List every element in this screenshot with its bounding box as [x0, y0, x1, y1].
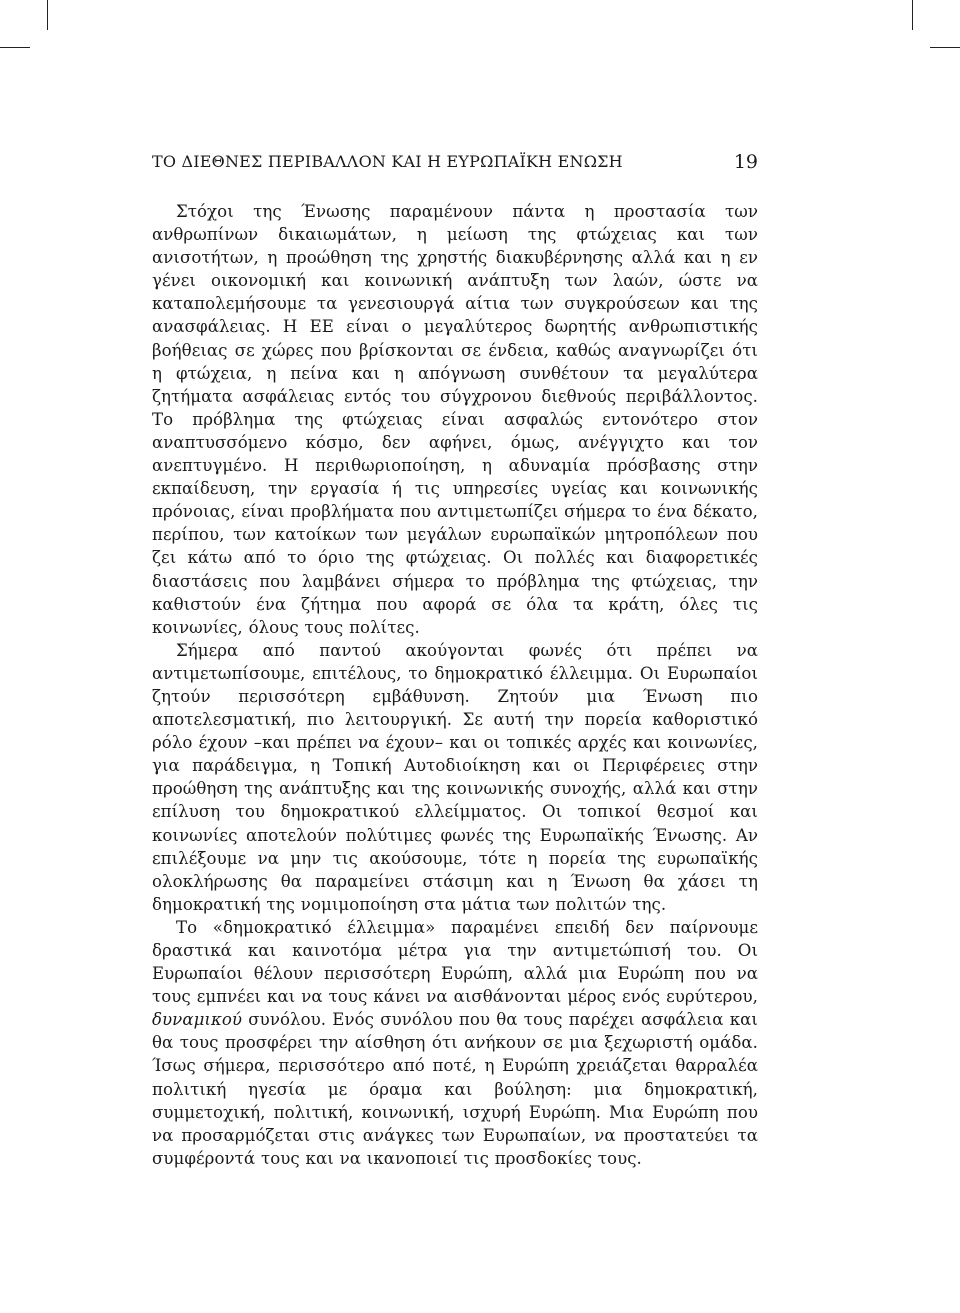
- paragraph-text: συνόλου. Ενός συνόλου που θα τους παρέχει ασφάλεια και θα τους προσφέρει την αίσθηση ότι ανήκουν σε μια ξεχωριστή ομάδα. Ίσως σήμερα, περισσότερο από ποτέ, η Ευρώπη χρειάζεται θαρραλέα πολιτική ηγεσία με όραμα και βούληση: μια δημοκρατική, συμμετοχική, πολιτική, κοινωνική, ισχυρή Ευρώπη. Μια Ευρώπη που να προσαρμόζεται στις ανάγκες των Ευρωπαίων, να προστατεύει τα συμφέροντά τους και να ικανοποιεί τις προσδοκίες τους.: [152, 1010, 758, 1168]
- paragraph: [152, 916, 758, 1170]
- running-head: ΤΟ ΔΙΕΘΝΕΣ ΠΕΡΙΒΑΛΛΟΝ ΚΑΙ Η ΕΥΡΩΠΑΪΚΗ ΕΝΩΣΗ: [152, 152, 623, 171]
- page-number: 19: [733, 151, 758, 173]
- emphasis-text: δυναμικού: [152, 1010, 243, 1030]
- crop-mark: [47, 0, 48, 30]
- paragraph: Σήμερα από παντού ακούγονται φωνές ότι πρέπει να αντιμετωπίσουμε, επιτέλους, το δημοκρατικό έλλειμμα. Οι Ευρωπαίοι ζητούν περισσότερη εμβάθυνση. Ζητούν μια Ένωση πιο αποτελεσματική, πιο λειτουργική. Σε αυτή την πορεία καθοριστικό ρόλο έχουν –και πρέπει να έχουν– και οι τοπικές αρχές και κοινωνίες, για παράδειγμα, η Τοπική Αυτοδιοίκηση και οι Περιφέρειες στην προώθηση της ανάπτυξης και της κοινωνικής συνοχής, αλλά και στην επίλυση του δημοκρατικού ελλείμματος. Οι τοπικοί θεσμοί και κοινωνίες αποτελούν πολύτιμες φωνές της Ευρωπαϊκής Ένωσης. Αν επιλέξουμε να μην τις ακούσουμε, τότε η πορεία της ευρωπαϊκής ολοκλήρωσης θα παραμείνει στάσιμη και η Ένωση θα χάσει τη δημοκρατική της νομιμοποίηση στα μάτια των πολιτών της.: [152, 640, 758, 914]
- crop-mark: [912, 0, 913, 30]
- page-header: [152, 152, 758, 178]
- body-text: [152, 200, 758, 1170]
- paragraph: Στόχοι της Ένωσης παραμένουν πάντα η προστασία των ανθρωπίνων δικαιωμάτων, η μείωση της φτώχειας και των ανισοτήτων, η προώθηση της χρηστής διακυβέρνησης αλλά και η εν γένει οικονομική και κοινωνική ανάπτυξη των λαών, ώστε να καταπολεμήσουμε τα γενεσιουργά αίτια των συγκρούσεων και της ανασφάλειας. Η ΕΕ είναι ο μεγαλύτερος δωρητής ανθρωπιστικής βοήθειας σε χώρες που βρίσκονται σε ένδεια, καθώς αναγνωρίζει ότι η φτώχεια, η πείνα και η απόγνωση συνθέτουν τα μεγαλύτερα ζητήματα ασφάλειας εντός του σύγχρονου διεθνούς περιβάλλοντος. Το πρόβλημα της φτώχειας είναι ασφαλώς εντονότερο στον αναπτυσσόμενο κόσμο, δεν αφήνει, όμως, ανέγγιχτο και τον ανεπτυγμένο. Η περιθωριοποίηση, η αδυναμία πρόσβασης στην εκπαίδευση, την εργασία ή τις υπηρεσίες υγείας και κοινωνικής πρόνοιας, είναι προβλήματα που αντιμετωπίζει σήμερα το ένα δέκατο, περίπου, των κατοίκων των μεγάλων ευρωπαϊκών μητροπόλεων που ζει κάτω από το όριο της φτώχειας. Οι πολλές και διαφορετικές διαστάσεις που λαμβάνει σήμερα το πρόβλημα της φτώχειας, την καθιστούν ένα ζήτημα που αφορά σε όλα τα κράτη, όλες τις κοινωνίες, όλους τους πολίτες.: [152, 202, 758, 637]
- crop-mark: [0, 47, 30, 48]
- crop-mark: [930, 47, 960, 48]
- paragraph-text: Το «δημοκρατικό έλλειμμα» παραμένει επειδή δεν παίρνουμε δραστικά και καινοτόμα μέτρα για την αντιμετώπισή του. Οι Ευρωπαίοι θέλουν περισσότερη Ευρώπη, αλλά μια Ευρώπη που να τους εμπνέει και να τους κάνει να αισθάνονται μέρος ενός ευρύτερου,: [152, 917, 758, 1007]
